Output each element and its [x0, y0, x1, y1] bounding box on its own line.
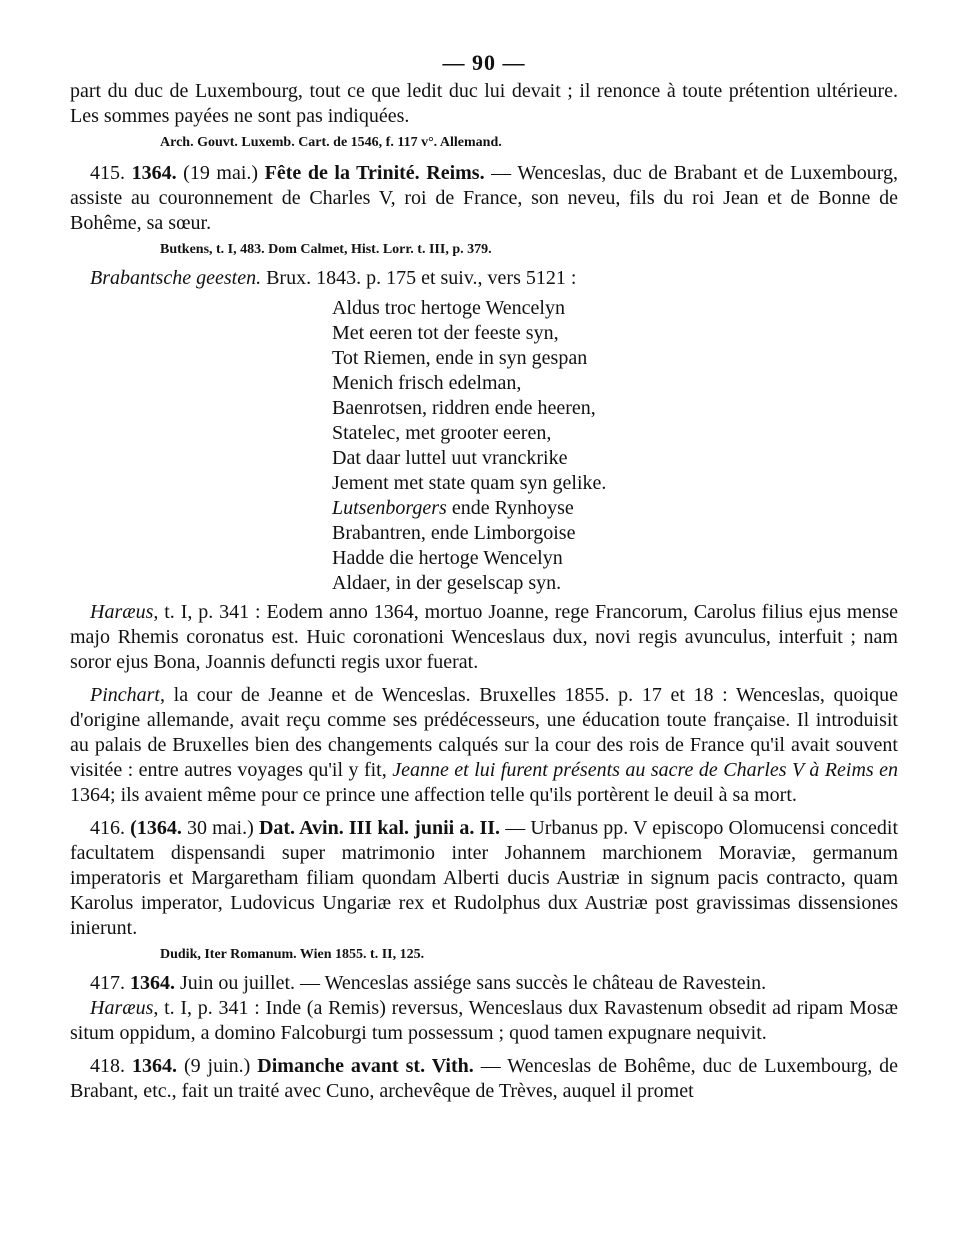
entry-number: 417. — [90, 972, 125, 994]
haraeus-quotation — [70, 600, 898, 675]
author-name: Pinchart — [90, 684, 160, 706]
verse-line: Aldaer, in der geselscap syn. — [332, 572, 562, 594]
quotation-text: , la cour de Jeanne et de Wenceslas. Bruxelles 1855. p. 17 et 18 : Wenceslas, quoique d'origine allemande, avait reçu comme ses prédécesseurs, une éducation toute française. Il introduisit au palais de Bruxelles bien des changements calqués sur la cour des rois de France qu'il avait souvent visitée : entre autres voyages qu'il y fit, — [70, 684, 898, 781]
entry-feast: Dimanche avant st. Vith. — [257, 1055, 474, 1077]
reference-text: Brux. 1843. p. 175 et suiv., vers 5121 : — [266, 267, 577, 289]
verse-line: Tot Riemen, ende in syn gespan — [332, 347, 588, 369]
entry-year: 1364. — [131, 1055, 177, 1077]
entry-date: 30 mai.) — [186, 817, 254, 839]
document-page — [70, 50, 898, 1104]
entry-number: 416. — [90, 817, 125, 839]
verse-line — [332, 496, 898, 521]
quotation-year: 1364; — [70, 784, 116, 806]
verse-line: Brabantren, ende Limborgoise — [332, 522, 576, 544]
entry-415 — [70, 161, 898, 236]
verse-line: Hadde die hertoge Wencelyn — [332, 547, 563, 569]
verse-line: Jement met state quam syn gelike. — [332, 472, 607, 494]
pinchart-quotation — [70, 683, 898, 808]
verse-line: Aldus troc hertoge Wencelyn — [332, 297, 565, 319]
entry-year: 1364. — [131, 162, 177, 184]
entry-text: Juin ou juillet. — Wenceslas assiége sans succès le château de Ravestein. — [180, 972, 767, 994]
entry-text: — Urbanus pp. V episcopo Olomucensi concedit facultatem dispensandi super matrimonio inter Johannem marchionem Moraviæ, germanum imperatoris et Margaretham filiam quondam Alberti ducis Austriæ in signum pacis contracto, quam Karolus imperator, Ludovicus Ungariæ rex et Rudolphus dux Austriæ post gravissimas dissensiones inierunt. — [70, 817, 899, 939]
source-citation: Butkens, t. I, 483. Dom Calmet, Hist. Lorr. t. III, p. 379. — [160, 242, 492, 257]
verse-italic: Lutsenborgers — [332, 497, 447, 519]
entry-year: 1364. — [130, 972, 175, 994]
verse-rest: ende Rynhoyse — [451, 497, 574, 519]
verse-line: Met eeren tot der feeste syn, — [332, 322, 559, 344]
entry-feast: Fête de la Trinité. Reims. — [264, 162, 485, 184]
quotation-italic: Jeanne et lui furent présents au sacre de Charles V à Reims en — [392, 759, 899, 781]
verse-line: Statelec, met grooter eeren, — [332, 422, 552, 444]
verse-line: Dat daar luttel uut vranckrike — [332, 447, 568, 469]
author-name: Haræus — [90, 601, 154, 623]
quotation-text: , t. I, p. 341 : Inde (a Remis) reversus, Wenceslaus dux Ravastenum obsedit ad ripam Mosæ situm oppidum, a domino Falcoburgi tum possessum ; quod tamen expugnare nequivit. — [70, 997, 898, 1044]
page-number: — 90 — — [442, 50, 526, 75]
entry-dating: Dat. Avin. III kal. junii a. II. — [258, 817, 501, 839]
entry-text: — Wenceslas de Bohême, duc de Luxembourg, de Brabant, etc., fait un traité avec Cuno, archevêque de Trèves, auquel il promet — [70, 1055, 899, 1102]
work-title: Brabantsche geesten. — [90, 267, 262, 289]
verse-line: Menich frisch edelman, — [332, 372, 522, 394]
entry-date: (19 mai.) — [183, 162, 259, 184]
verse-line: Baenrotsen, riddren ende heeren, — [332, 397, 596, 419]
entry-417 — [70, 971, 898, 996]
verse-quotation — [332, 296, 898, 596]
quotation-text: , t. I, p. 341 : Eodem anno 1364, mortuo Joanne, rege Francorum, Carolus filius ejus mense majo Rhemis coronatus est. Huic coronationi Wenceslaus dux, novi regis avunculus, interfuit ; nam soror ejus Bona, Joannis defuncti regis uxor fuerat. — [70, 601, 898, 673]
haraeus-quotation — [70, 996, 898, 1046]
paragraph-continuation: part du duc de Luxembourg, tout ce que ledit duc lui devait ; il renonce à toute prétention ultérieure. Les sommes payées ne sont pas indiquées. — [70, 80, 898, 127]
entry-date: (9 juin.) — [183, 1055, 251, 1077]
entry-year: (1364. — [130, 817, 182, 839]
entry-418 — [70, 1054, 898, 1104]
quotation-end: ils avaient même pour ce prince une affection telle qu'ils portèrent le deuil à sa mort. — [120, 784, 797, 806]
entry-number: 418. — [90, 1055, 125, 1077]
entry-number: 415. — [90, 162, 125, 184]
entry-416 — [70, 816, 898, 941]
source-citation: Arch. Gouvt. Luxemb. Cart. de 1546, f. 117 v°. Allemand. — [160, 135, 502, 150]
source-citation: Dudik, Iter Romanum. Wien 1855. t. II, 125. — [160, 947, 425, 962]
author-name: Haræus — [90, 997, 154, 1019]
entry-text: — Wenceslas, duc de Brabant et de Luxembourg, assiste au couronnement de Charles V, roi de France, son neveu, fils du roi Jean et de Bonne de Bohême, sa sœur. — [70, 162, 899, 234]
brabantsche-reference — [70, 266, 898, 291]
